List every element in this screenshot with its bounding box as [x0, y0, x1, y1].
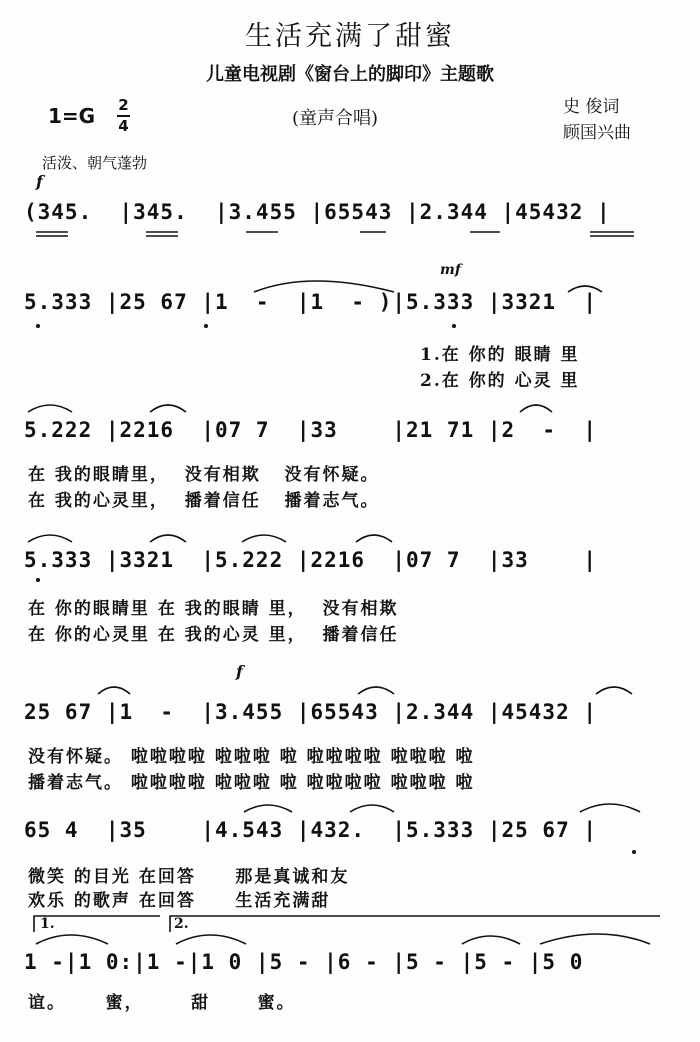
lyric-verse-1: 1.在 你的 眼睛 里	[420, 345, 580, 365]
notation-line: 25 67 |1 - |3.455 |65543 |2.344 |45432 |	[24, 700, 598, 724]
lyric-verse-1: 没有怀疑。 啦啦啦啦 啦啦啦 啦 啦啦啦啦 啦啦啦 啦	[28, 747, 475, 767]
lyric-verse-2: 2.在 你的 心灵 里	[420, 371, 580, 391]
notation-line: 65 4 |35 |4.543 |432. |5.333 |25 67 |	[24, 818, 598, 842]
composer-credit: 顾国兴曲	[563, 123, 631, 143]
notation-line: (345. |345. |3.455 |65543 |2.344 |45432 |	[24, 200, 611, 224]
notation-line: 5.333 |25 67 |1 - |1 - )|5.333 |3321 |	[24, 290, 598, 314]
second-ending-label: 2.	[174, 916, 189, 932]
lyric-verse-2: 在 你的心灵里 在 我的心灵 里， 播着信任	[28, 625, 399, 645]
lyric-verse-1: 在 你的眼睛里 在 我的眼睛 里， 没有相欺	[28, 599, 399, 619]
time-signature-bottom: 4	[118, 117, 129, 135]
lyricist-credit: 史 俊词	[563, 97, 620, 117]
lyric-verse-2: 播着志气。 啦啦啦啦 啦啦啦 啦 啦啦啦啦 啦啦啦 啦	[28, 773, 475, 793]
dynamic-forte-1: f	[36, 172, 43, 191]
tempo-marking: 活泼、朝气蓬勃	[42, 154, 148, 172]
song-title: 生活充满了甜蜜	[245, 21, 455, 52]
lyric-verse-2: 在 我的心灵里， 播着信任 播着志气。	[28, 491, 380, 511]
lyric-verse-1: 微笑 的目光 在回答 那是真诚和友	[28, 867, 350, 887]
lyric-verse-2: 欢乐 的歌声 在回答 生活充满甜	[28, 891, 331, 911]
notation-line: 5.333 |3321 |5.222 |2216 |07 7 |33 |	[24, 548, 598, 572]
key-signature: 1=G	[48, 104, 96, 128]
notation-line: 1 -|1 0:|1 -|1 0 |5 - |6 - |5 - |5 - |5 0	[24, 950, 598, 974]
song-subtitle: 儿童电视剧《窗台上的脚印》主题歌	[206, 64, 494, 85]
lyric-final: 谊。 蜜， 甜 蜜。	[28, 993, 296, 1013]
time-signature-top: 2	[118, 96, 129, 114]
performance-note: (童声合唱)	[292, 108, 379, 129]
first-ending-label: 1.	[40, 916, 55, 932]
dynamic-forte-2: f	[236, 662, 243, 681]
notation-line: 5.222 |2216 |07 7 |33 |21 71 |2 - |	[24, 418, 598, 442]
dynamic-mezzo-forte: mf	[440, 262, 461, 278]
lyric-verse-1: 在 我的眼睛里， 没有相欺 没有怀疑。	[28, 465, 380, 485]
